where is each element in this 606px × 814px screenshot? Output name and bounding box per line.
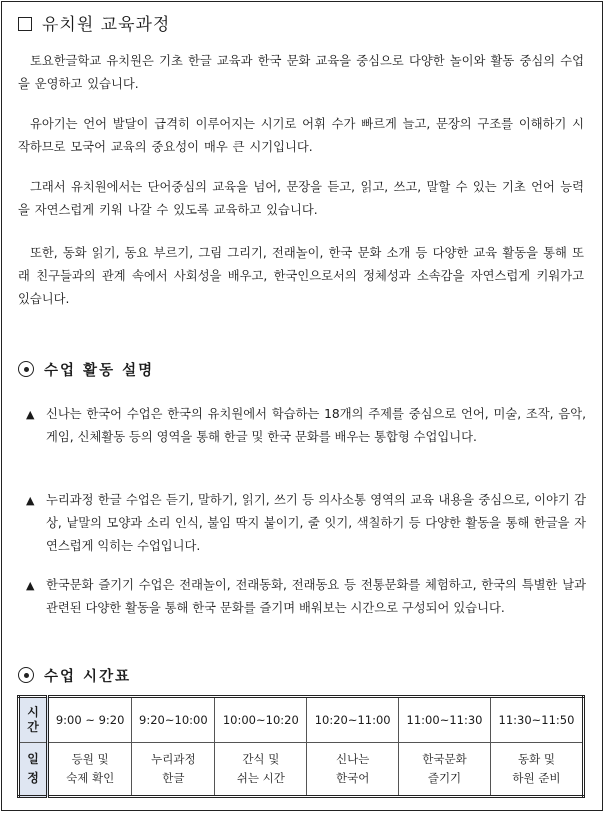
schedule-heading-text: 수업 시간표 <box>44 669 132 685</box>
plan-cell: 동화 및 하원 준비 <box>490 743 583 797</box>
intro-paragraph: 토요한글학교 유치원은 기초 한글 교육과 한국 문화 교육을 중심으로 다양한 놀이와 활동 중심의 수업을 운영하고 있습니다. <box>18 54 584 91</box>
intro-paragraph: 그래서 유치원에서는 단어중심의 교육을 넘어, 문장을 듣고, 읽고, 쓰고, 말할 수 있는 기초 언어 능력을 자연스럽게 키워 나갈 수 있도록 교육하고 있습니다. <box>18 180 584 217</box>
activities-heading <box>18 359 154 380</box>
plan-cell: 신나는 한국어 <box>307 743 399 797</box>
time-cell: 11:00~11:30 <box>399 697 491 743</box>
activity-text: 신나는 한국어 수업은 한국의 유치원에서 학습하는 18개의 주제를 중심으로 언어, 미술, 조작, 음악, 게임, 신체활동 등의 영역을 통해 한글 및 한국 문화를 배우는 통합형 수업입니다. <box>46 407 586 444</box>
time-header-cell: 시 간 <box>19 697 48 743</box>
triangle-bullet-icon: ▲ <box>26 494 35 507</box>
plan-row <box>19 743 584 797</box>
activity-item <box>26 403 586 449</box>
bullseye-icon <box>18 361 34 377</box>
plan-cell: 등원 및 숙제 확인 <box>48 743 132 797</box>
time-cell: 10:00~10:20 <box>215 697 307 743</box>
page-title-text: 유치원 교육과정 <box>42 15 171 35</box>
plan-cell: 간식 및 쉬는 시간 <box>215 743 307 797</box>
intro-paragraph: 또한, 동화 읽기, 동요 부르기, 그림 그리기, 전래놀이, 한국 문화 소개 등 다양한 교육 활동을 통해 또래 친구들과의 관계 속에서 사회성을 배우고, 한국인으로서의 정체성과 소속감을 자연스럽게 키워가고 있습니다. <box>18 246 584 306</box>
plan-cell: 한국문화 즐기기 <box>399 743 491 797</box>
time-cell: 11:30~11:50 <box>490 697 583 743</box>
activity-text: 누리과정 한글 수업은 듣기, 말하기, 읽기, 쓰기 등 의사소통 영역의 교육 내용을 중심으로, 이야기 감상, 낱말의 모양과 소리 인식, 불임 딱지 붙이기, 줄 잇기, 색칠하기 등 다양한 활동을 통해 한글을 자연스럽게 익히는 수업입니다. <box>46 493 586 553</box>
time-row <box>19 697 584 743</box>
plan-header-cell: 일 정 <box>19 743 48 797</box>
square-icon <box>18 17 32 31</box>
time-cell: 9:20~10:00 <box>132 697 215 743</box>
time-cell: 10:20~11:00 <box>307 697 399 743</box>
schedule-heading <box>18 665 131 686</box>
activity-text: 한국문화 즐기기 수업은 전래놀이, 전래동화, 전래동요 등 전통문화를 체험하고, 한국의 특별한 날과 관련된 다양한 활동을 통해 한국 문화를 즐기며 배워보는 시간으로 구성되어 있습니다. <box>46 578 586 615</box>
activity-item <box>26 574 586 620</box>
time-cell: 9:00 ~ 9:20 <box>48 697 132 743</box>
intro-paragraph: 유아기는 언어 발달이 급격히 이루어지는 시기로 어휘 수가 빠르게 늘고, 문장의 구조를 이해하기 시작하므로 모국어 교육의 중요성이 매우 큰 시기입니다. <box>18 117 584 154</box>
activities-heading-text: 수업 활동 설명 <box>44 363 155 379</box>
bullseye-icon <box>18 667 34 683</box>
triangle-bullet-icon: ▲ <box>26 579 35 592</box>
plan-cell: 누리과정 한글 <box>132 743 215 797</box>
page-title <box>18 10 170 35</box>
activity-item <box>26 489 586 558</box>
triangle-bullet-icon: ▲ <box>26 408 35 421</box>
schedule-table <box>17 695 585 798</box>
